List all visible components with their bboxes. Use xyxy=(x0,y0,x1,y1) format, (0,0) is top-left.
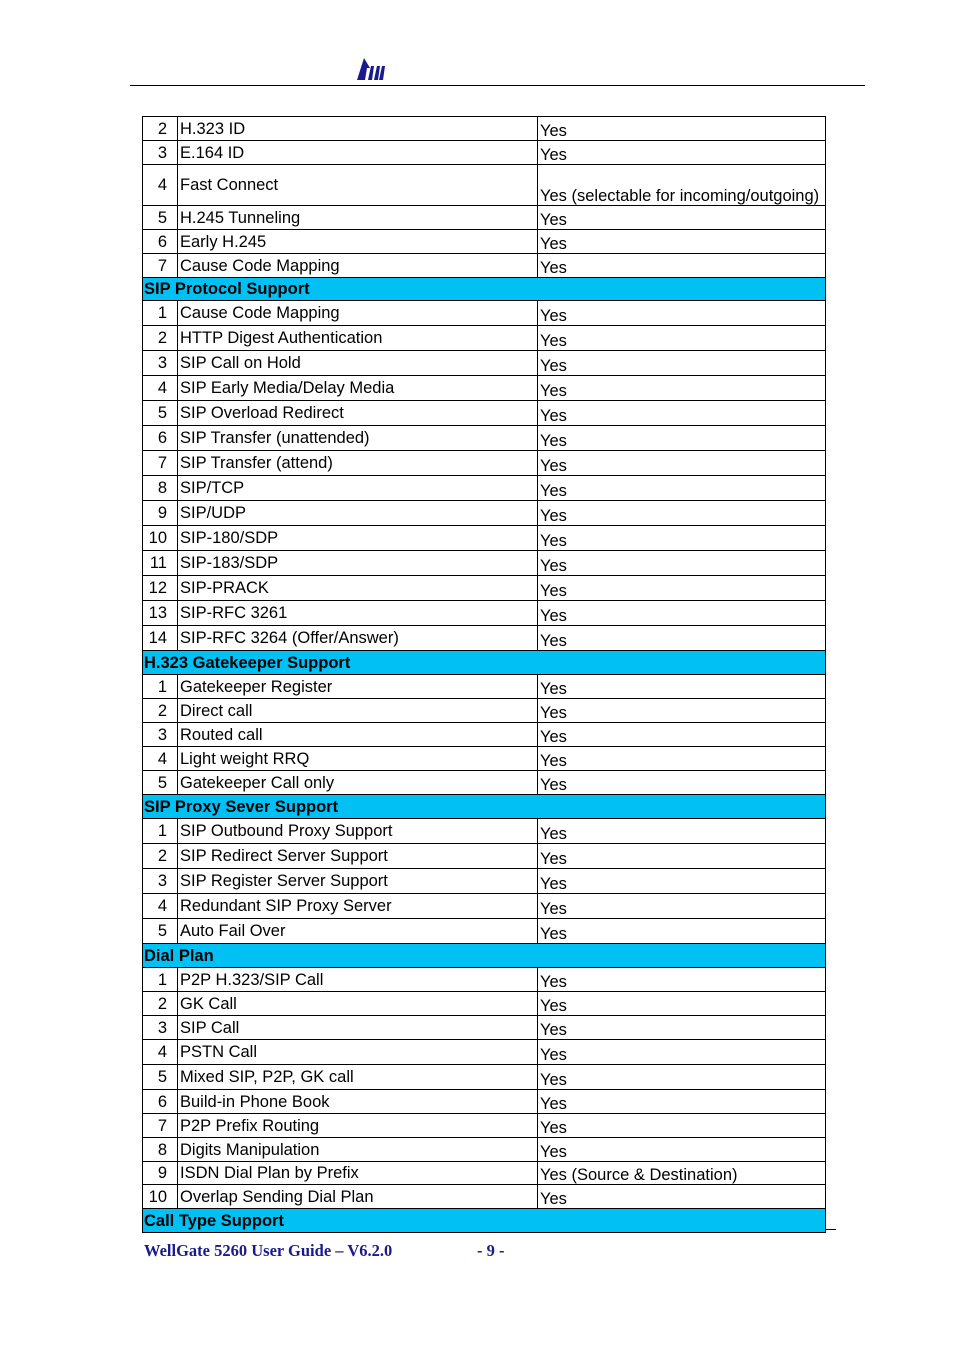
feature-name: SIP Redirect Server Support xyxy=(178,844,538,869)
row-number: 1 xyxy=(143,819,178,844)
table-row xyxy=(143,894,826,919)
support-value: Yes xyxy=(538,919,826,944)
feature-name: SIP Call xyxy=(178,1016,538,1040)
table-row xyxy=(143,476,826,501)
feature-name: GK Call xyxy=(178,992,538,1016)
row-number: 4 xyxy=(143,1040,178,1065)
support-value: Yes xyxy=(538,501,826,526)
support-value: Yes xyxy=(538,626,826,651)
table-row xyxy=(143,230,826,254)
table-row xyxy=(143,117,826,141)
company-logo-icon xyxy=(354,56,388,82)
table-row xyxy=(143,326,826,351)
support-value: Yes xyxy=(538,576,826,601)
table-row xyxy=(143,626,826,651)
support-value: Yes xyxy=(538,254,826,278)
feature-name: Gatekeeper Register xyxy=(178,675,538,699)
feature-name: Early H.245 xyxy=(178,230,538,254)
support-value: Yes xyxy=(538,451,826,476)
row-number: 1 xyxy=(143,968,178,992)
feature-name: Redundant SIP Proxy Server xyxy=(178,894,538,919)
support-value: Yes xyxy=(538,771,826,795)
table-row xyxy=(143,1114,826,1138)
feature-name: HTTP Digest Authentication xyxy=(178,326,538,351)
table-row xyxy=(143,1040,826,1065)
header-rule xyxy=(130,85,865,86)
footer-title: WellGate 5260 User Guide – V6.2.0 xyxy=(144,1241,393,1260)
support-value: Yes xyxy=(538,1016,826,1040)
feature-name: Auto Fail Over xyxy=(178,919,538,944)
row-number: 7 xyxy=(143,451,178,476)
row-number: 2 xyxy=(143,117,178,141)
feature-name: Cause Code Mapping xyxy=(178,301,538,326)
support-value: Yes xyxy=(538,230,826,254)
row-number: 4 xyxy=(143,747,178,771)
table-row xyxy=(143,1090,826,1114)
row-number: 1 xyxy=(143,675,178,699)
table-row xyxy=(143,675,826,699)
table-row xyxy=(143,376,826,401)
feature-name: SIP Transfer (attend) xyxy=(178,451,538,476)
table-row xyxy=(143,206,826,230)
feature-name: SIP-RFC 3264 (Offer/Answer) xyxy=(178,626,538,651)
row-number: 6 xyxy=(143,230,178,254)
row-number: 2 xyxy=(143,326,178,351)
section-header xyxy=(143,651,826,675)
row-number: 12 xyxy=(143,576,178,601)
feature-name: Routed call xyxy=(178,723,538,747)
feature-table xyxy=(142,116,825,1233)
support-value: Yes xyxy=(538,426,826,451)
table-row xyxy=(143,968,826,992)
section-title: SIP Proxy Sever Support xyxy=(143,795,826,819)
row-number: 4 xyxy=(143,376,178,401)
table-row xyxy=(143,551,826,576)
support-value: Yes xyxy=(538,1114,826,1138)
support-value: Yes xyxy=(538,526,826,551)
feature-name: PSTN Call xyxy=(178,1040,538,1065)
feature-name: H.323 ID xyxy=(178,117,538,141)
row-number: 3 xyxy=(143,351,178,376)
table-row xyxy=(143,844,826,869)
row-number: 1 xyxy=(143,301,178,326)
feature-name: SIP Register Server Support xyxy=(178,869,538,894)
table-row xyxy=(143,401,826,426)
table-row xyxy=(143,601,826,626)
feature-name: SIP Call on Hold xyxy=(178,351,538,376)
table-row xyxy=(143,254,826,278)
row-number: 2 xyxy=(143,844,178,869)
table-row xyxy=(143,576,826,601)
support-value: Yes xyxy=(538,476,826,501)
row-number: 9 xyxy=(143,1162,178,1185)
row-number: 11 xyxy=(143,551,178,576)
support-value: Yes xyxy=(538,844,826,869)
table-row xyxy=(143,819,826,844)
feature-name: SIP-RFC 3261 xyxy=(178,601,538,626)
feature-name: Build-in Phone Book xyxy=(178,1090,538,1114)
table-row xyxy=(143,301,826,326)
support-value: Yes xyxy=(538,401,826,426)
table-row xyxy=(143,1065,826,1090)
row-number: 2 xyxy=(143,992,178,1016)
support-value: Yes xyxy=(538,1138,826,1162)
row-number: 3 xyxy=(143,723,178,747)
row-number: 4 xyxy=(143,165,178,206)
feature-name: ISDN Dial Plan by Prefix xyxy=(178,1162,538,1185)
feature-name: SIP-180/SDP xyxy=(178,526,538,551)
table-row xyxy=(143,426,826,451)
support-value: Yes xyxy=(538,747,826,771)
row-number: 4 xyxy=(143,894,178,919)
table-row xyxy=(143,1138,826,1162)
feature-name: E.164 ID xyxy=(178,141,538,165)
table-row xyxy=(143,165,826,206)
table-row xyxy=(143,992,826,1016)
table-row xyxy=(143,1162,826,1185)
feature-name: SIP-183/SDP xyxy=(178,551,538,576)
support-value: Yes xyxy=(538,551,826,576)
section-header xyxy=(143,795,826,819)
section-header xyxy=(143,1209,826,1233)
support-value: Yes xyxy=(538,819,826,844)
row-number: 9 xyxy=(143,501,178,526)
support-value: Yes xyxy=(538,601,826,626)
row-number: 3 xyxy=(143,869,178,894)
section-header xyxy=(143,944,826,968)
table-row xyxy=(143,919,826,944)
row-number: 6 xyxy=(143,426,178,451)
table-row xyxy=(143,1185,826,1209)
table-row xyxy=(143,526,826,551)
support-value: Yes xyxy=(538,1185,826,1209)
feature-name: SIP Early Media/Delay Media xyxy=(178,376,538,401)
support-value: Yes xyxy=(538,869,826,894)
support-value: Yes (selectable for incoming/outgoing) xyxy=(538,165,826,206)
feature-name: Mixed SIP, P2P, GK call xyxy=(178,1065,538,1090)
row-number: 7 xyxy=(143,254,178,278)
support-value: Yes xyxy=(538,894,826,919)
feature-name: SIP-PRACK xyxy=(178,576,538,601)
support-value: Yes xyxy=(538,301,826,326)
table-row xyxy=(143,723,826,747)
table-row xyxy=(143,501,826,526)
row-number: 3 xyxy=(143,1016,178,1040)
section-title: Dial Plan xyxy=(143,944,826,968)
feature-name: SIP/UDP xyxy=(178,501,538,526)
feature-name: Light weight RRQ xyxy=(178,747,538,771)
row-number: 13 xyxy=(143,601,178,626)
row-number: 10 xyxy=(143,526,178,551)
feature-name: P2P Prefix Routing xyxy=(178,1114,538,1138)
feature-name: Cause Code Mapping xyxy=(178,254,538,278)
table-row xyxy=(143,869,826,894)
table-row xyxy=(143,1016,826,1040)
table-row xyxy=(143,747,826,771)
feature-name: Digits Manipulation xyxy=(178,1138,538,1162)
section-title: SIP Protocol Support xyxy=(143,278,826,301)
section-header xyxy=(143,278,826,301)
support-value: Yes xyxy=(538,699,826,723)
feature-name: SIP Overload Redirect xyxy=(178,401,538,426)
feature-name: Fast Connect xyxy=(178,165,538,206)
support-value: Yes xyxy=(538,723,826,747)
support-value: Yes xyxy=(538,675,826,699)
feature-name: H.245 Tunneling xyxy=(178,206,538,230)
row-number: 5 xyxy=(143,401,178,426)
support-value: Yes xyxy=(538,968,826,992)
row-number: 3 xyxy=(143,141,178,165)
row-number: 5 xyxy=(143,1065,178,1090)
row-number: 10 xyxy=(143,1185,178,1209)
support-value: Yes xyxy=(538,117,826,141)
support-value: Yes xyxy=(538,1040,826,1065)
support-value: Yes xyxy=(538,326,826,351)
row-number: 8 xyxy=(143,1138,178,1162)
row-number: 14 xyxy=(143,626,178,651)
feature-name: Gatekeeper Call only xyxy=(178,771,538,795)
support-value: Yes xyxy=(538,376,826,401)
table-row xyxy=(143,771,826,795)
row-number: 2 xyxy=(143,699,178,723)
support-value: Yes xyxy=(538,992,826,1016)
row-number: 5 xyxy=(143,771,178,795)
section-title: H.323 Gatekeeper Support xyxy=(143,651,826,675)
table-row xyxy=(143,699,826,723)
feature-name: SIP Transfer (unattended) xyxy=(178,426,538,451)
support-value: Yes xyxy=(538,1065,826,1090)
support-value: Yes xyxy=(538,141,826,165)
table-bottom-rule xyxy=(825,1229,836,1230)
row-number: 7 xyxy=(143,1114,178,1138)
feature-name: SIP Outbound Proxy Support xyxy=(178,819,538,844)
table-row xyxy=(143,451,826,476)
feature-name: SIP/TCP xyxy=(178,476,538,501)
table-row xyxy=(143,141,826,165)
support-value: Yes xyxy=(538,351,826,376)
table-row xyxy=(143,351,826,376)
row-number: 6 xyxy=(143,1090,178,1114)
feature-name: P2P H.323/SIP Call xyxy=(178,968,538,992)
feature-name: Overlap Sending Dial Plan xyxy=(178,1185,538,1209)
row-number: 5 xyxy=(143,919,178,944)
row-number: 5 xyxy=(143,206,178,230)
section-title: Call Type Support xyxy=(143,1209,826,1233)
support-value: Yes xyxy=(538,1090,826,1114)
page-number: - 9 - xyxy=(477,1241,505,1260)
support-value: Yes (Source & Destination) xyxy=(538,1162,826,1185)
feature-name: Direct call xyxy=(178,699,538,723)
row-number: 8 xyxy=(143,476,178,501)
support-value: Yes xyxy=(538,206,826,230)
